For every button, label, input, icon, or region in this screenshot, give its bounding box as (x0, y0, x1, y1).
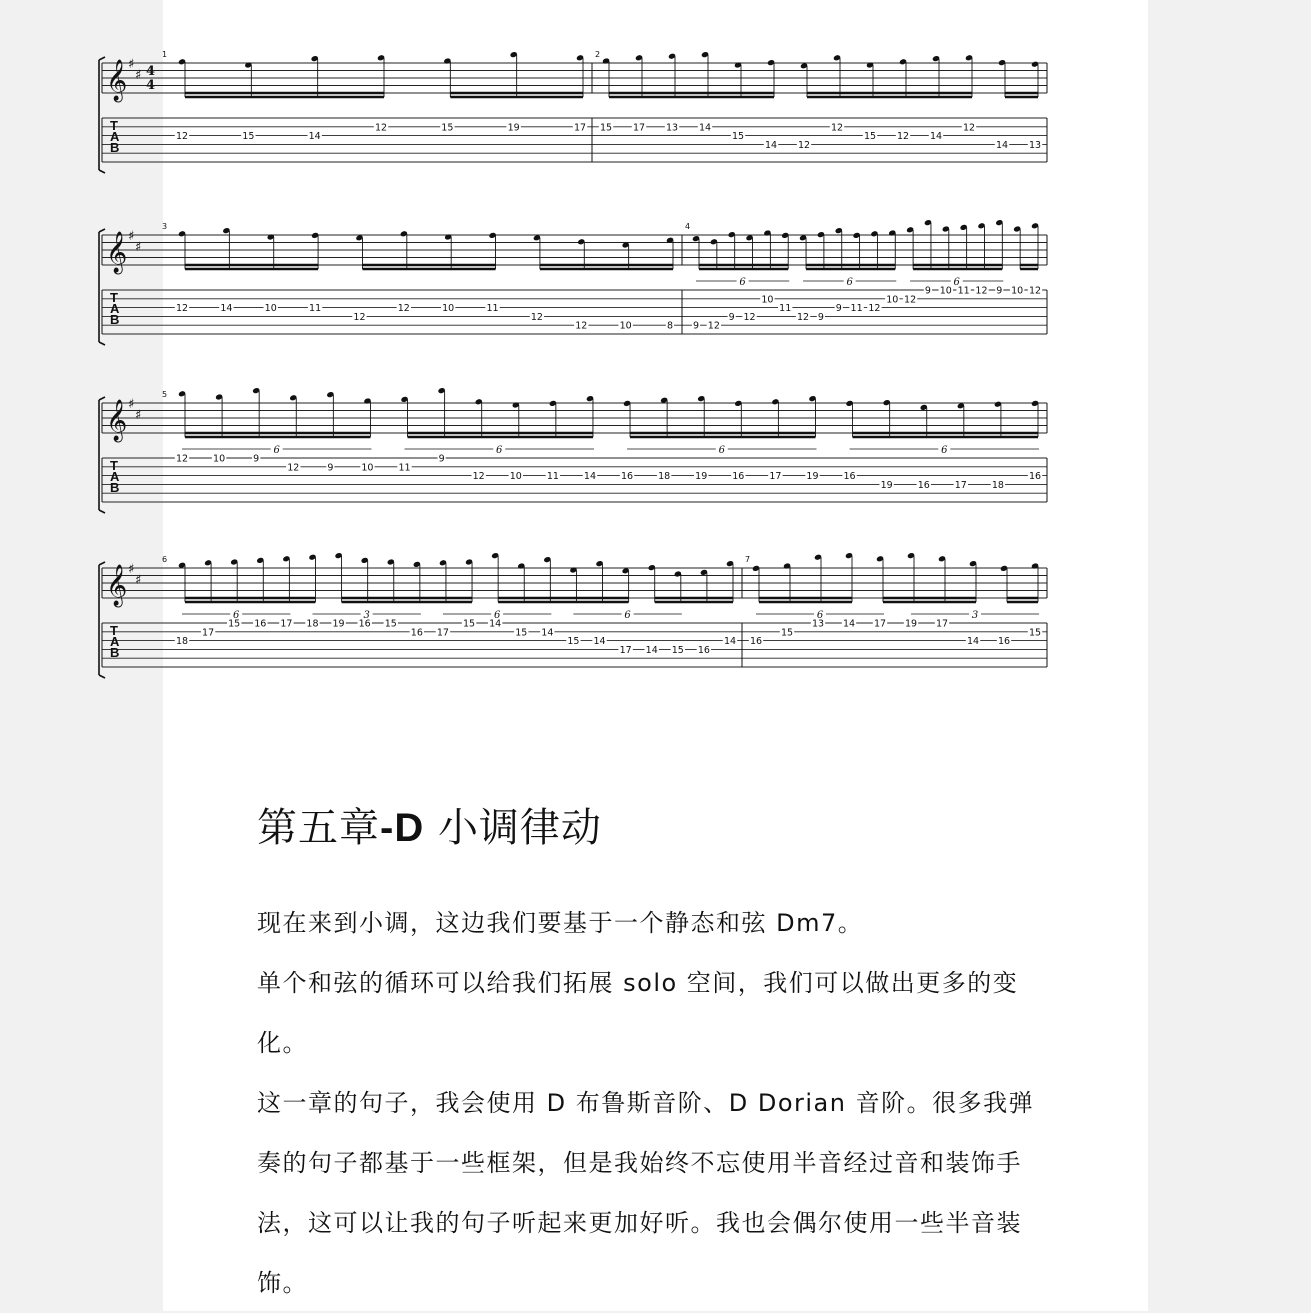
fret-number: 10 (1011, 285, 1024, 297)
fret-number: 12 (530, 311, 543, 323)
fret-number: 12 (353, 311, 366, 323)
fret-number: 17 (202, 627, 215, 639)
fret-number: 12 (175, 303, 189, 315)
chapter-title-rest: 小调律动 (437, 805, 602, 851)
fret-number: 14 (929, 131, 943, 143)
fret-number: 16 (917, 479, 930, 491)
fret-number: 17 (436, 627, 449, 639)
fret-number: 15 (384, 618, 397, 630)
fret-number: 16 (732, 471, 745, 483)
fret-number: 9 (835, 303, 842, 315)
tab-clef-letter: T (110, 290, 118, 305)
chapter-title (257, 796, 602, 853)
tab-clef-letter: T (110, 458, 118, 473)
fret-number: 17 (935, 618, 949, 630)
fret-number: 17 (769, 471, 782, 483)
key-signature-sharp: ♯ (135, 573, 142, 588)
tab-clef-letter: A (110, 634, 120, 649)
tuplet-number: 6 (941, 445, 948, 456)
fret-number: 16 (749, 636, 763, 648)
fret-number: 12 (962, 122, 976, 134)
fret-number: 11 (486, 303, 499, 315)
fret-number: 15 (515, 627, 528, 639)
fret-number: 12 (707, 320, 720, 332)
fret-number: 15 (731, 131, 745, 143)
fret-number: 9 (996, 285, 1003, 297)
fret-number: 9 (817, 311, 824, 323)
fret-number: 15 (441, 122, 454, 134)
fret-number: 14 (593, 636, 606, 648)
fret-number: 9 (438, 453, 445, 465)
fret-number: 12 (472, 471, 485, 483)
paragraph: 单个和弦的循环可以给我们拓展 solo 空间，我们可以做出更多的变化。 (257, 969, 1019, 1057)
tab-system (92, 368, 1052, 518)
fret-number: 13 (811, 618, 825, 630)
fret-number: 11 (398, 462, 411, 474)
fret-number: 10 (619, 320, 632, 332)
key-signature-sharp: ♯ (128, 57, 135, 72)
tab-clef-letter: B (110, 312, 120, 327)
fret-number: 12 (830, 122, 844, 134)
tab-system (92, 28, 1052, 178)
fret-number: 12 (975, 285, 988, 297)
time-signature-digit: 4 (146, 78, 156, 93)
fret-number: 16 (358, 618, 371, 630)
fret-number: 11 (546, 471, 559, 483)
fret-number: 16 (254, 618, 267, 630)
fret-number: 19 (332, 618, 345, 630)
fret-number: 14 (541, 627, 554, 639)
fret-number: 9 (253, 453, 260, 465)
fret-number: 10 (509, 471, 522, 483)
fret-number: 19 (507, 122, 520, 134)
fret-number: 18 (991, 479, 1004, 491)
fret-number: 12 (904, 294, 917, 306)
fret-number: 15 (671, 644, 684, 656)
tab-system-svg (92, 28, 1052, 178)
fret-number: 12 (287, 462, 300, 474)
fret-number: 12 (868, 303, 881, 315)
fret-number: 14 (723, 636, 737, 648)
fret-number: 15 (242, 131, 255, 143)
chapter-title-main: 第五章 (257, 805, 380, 851)
fret-number: 12 (175, 131, 189, 143)
fret-number: 10 (442, 303, 455, 315)
tuplet-number: 6 (846, 277, 853, 288)
fret-number: 10 (213, 453, 226, 465)
fret-number: 10 (886, 294, 899, 306)
tab-clef-letter: A (110, 469, 120, 484)
fret-number: 16 (997, 636, 1011, 648)
tab-system-svg (92, 368, 1052, 518)
tab-system (92, 533, 1052, 693)
tuplet-number: 6 (953, 277, 960, 288)
paragraph: 现在来到小调，这边我们要基于一个静态和弦 Dm7。 (257, 909, 864, 937)
tab-clef-letter: B (110, 140, 120, 155)
fret-number: 14 (583, 471, 597, 483)
fret-number: 12 (397, 303, 410, 315)
key-signature-sharp: ♯ (128, 397, 135, 412)
fret-number: 14 (698, 122, 712, 134)
fret-number: 19 (904, 618, 918, 630)
fret-number: 15 (780, 627, 794, 639)
tuplet-number: 6 (496, 445, 503, 456)
fret-number: 12 (797, 311, 810, 323)
fret-number: 13 (665, 122, 679, 134)
measure-number: 1 (162, 50, 168, 59)
fret-number: 10 (939, 285, 952, 297)
fret-number: 10 (361, 462, 374, 474)
fret-number: 17 (632, 122, 646, 134)
measure-number: 5 (162, 390, 168, 399)
tuplet-number: 3 (971, 610, 979, 621)
fret-number: 11 (850, 303, 863, 315)
measure-number: 4 (685, 222, 691, 231)
body-text (257, 893, 1057, 1313)
key-signature-sharp: ♯ (128, 562, 135, 577)
fret-number: 19 (695, 471, 708, 483)
measure-number: 3 (162, 222, 168, 231)
fret-number: 15 (1028, 627, 1042, 639)
tuplet-number: 6 (493, 610, 501, 621)
fret-number: 19 (880, 479, 893, 491)
fret-number: 15 (567, 636, 580, 648)
fret-number: 12 (797, 139, 811, 151)
fret-number: 19 (806, 471, 819, 483)
fret-number: 15 (463, 618, 476, 630)
fret-number: 15 (599, 122, 613, 134)
fret-number: 10 (264, 303, 277, 315)
fret-number: 18 (658, 471, 671, 483)
fret-number: 8 (666, 320, 674, 332)
measure-number: 6 (162, 555, 168, 564)
tuplet-number: 6 (816, 610, 824, 621)
tab-clef-letter: B (110, 480, 120, 495)
fret-number: 15 (863, 131, 877, 143)
fret-number: 16 (410, 627, 423, 639)
fret-number: 12 (175, 453, 189, 465)
fret-number: 16 (1028, 471, 1042, 483)
fret-number: 11 (957, 285, 970, 297)
fret-number: 9 (728, 311, 735, 323)
fret-number: 16 (620, 471, 634, 483)
fret-number: 17 (573, 122, 587, 134)
time-signature-digit: 4 (146, 64, 156, 79)
fret-number: 13 (1028, 139, 1042, 151)
fret-number: 17 (280, 618, 293, 630)
key-signature-sharp: ♯ (128, 229, 135, 244)
key-signature-sharp: ♯ (135, 408, 142, 423)
tuplet-number: 6 (718, 445, 725, 456)
fret-number: 17 (619, 644, 632, 656)
fret-number: 12 (575, 320, 588, 332)
fret-number: 12 (374, 122, 388, 134)
fret-number: 14 (842, 618, 856, 630)
fret-number: 11 (779, 303, 792, 315)
fret-number: 9 (327, 462, 334, 474)
key-signature-sharp: ♯ (135, 240, 142, 255)
fret-number: 17 (873, 618, 887, 630)
fret-number: 18 (175, 636, 189, 648)
chapter-title-bold: -D (380, 806, 425, 850)
fret-number: 14 (966, 636, 980, 648)
tuplet-number: 6 (624, 610, 631, 621)
tab-clef-letter: A (110, 129, 120, 144)
treble-clef: 𝄞 (106, 60, 128, 101)
fret-number: 16 (697, 644, 710, 656)
treble-clef: 𝄞 (106, 400, 128, 441)
fret-number: 14 (220, 303, 233, 315)
fret-number: 14 (308, 131, 321, 143)
tuplet-number: 6 (233, 610, 240, 621)
fret-number: 14 (645, 644, 658, 656)
tuplet-number: 3 (363, 610, 370, 621)
fret-number: 9 (692, 320, 700, 332)
paragraph: 这一章的句子，我会使用 D 布鲁斯音阶、D Dorian 音阶。很多我弹奏的句子都基于一些框架，但是我始终不忘使用半音经过音和装饰手法，这可以让我的句子听起来更加好听。我也会偶尔使用一些半音装饰。 (257, 1089, 1035, 1297)
tab-clef-letter: B (110, 645, 120, 660)
fret-number: 14 (489, 618, 502, 630)
key-signature-sharp: ♯ (135, 68, 142, 83)
measure-number: 7 (745, 555, 751, 564)
tab-clef-letter: T (110, 623, 118, 638)
fret-number: 16 (843, 471, 856, 483)
fret-number: 18 (306, 618, 319, 630)
tab-system (92, 200, 1052, 350)
fret-number: 12 (896, 131, 910, 143)
fret-number: 12 (1028, 285, 1042, 297)
fret-number: 15 (228, 618, 241, 630)
treble-clef: 𝄞 (106, 232, 128, 273)
tab-system-svg (92, 200, 1052, 350)
tuplet-number: 6 (739, 277, 746, 288)
treble-clef: 𝄞 (106, 565, 128, 606)
tab-system-svg (92, 533, 1052, 693)
fret-number: 9 (924, 285, 931, 297)
measure-number: 2 (595, 50, 601, 59)
fret-number: 12 (743, 311, 756, 323)
tuplet-number: 6 (273, 445, 280, 456)
fret-number: 14 (995, 139, 1009, 151)
fret-number: 11 (309, 303, 322, 315)
fret-number: 14 (764, 139, 778, 151)
fret-number: 17 (954, 479, 967, 491)
tab-clef-letter: T (110, 118, 118, 133)
fret-number: 10 (761, 294, 774, 306)
tab-clef-letter: A (110, 301, 120, 316)
